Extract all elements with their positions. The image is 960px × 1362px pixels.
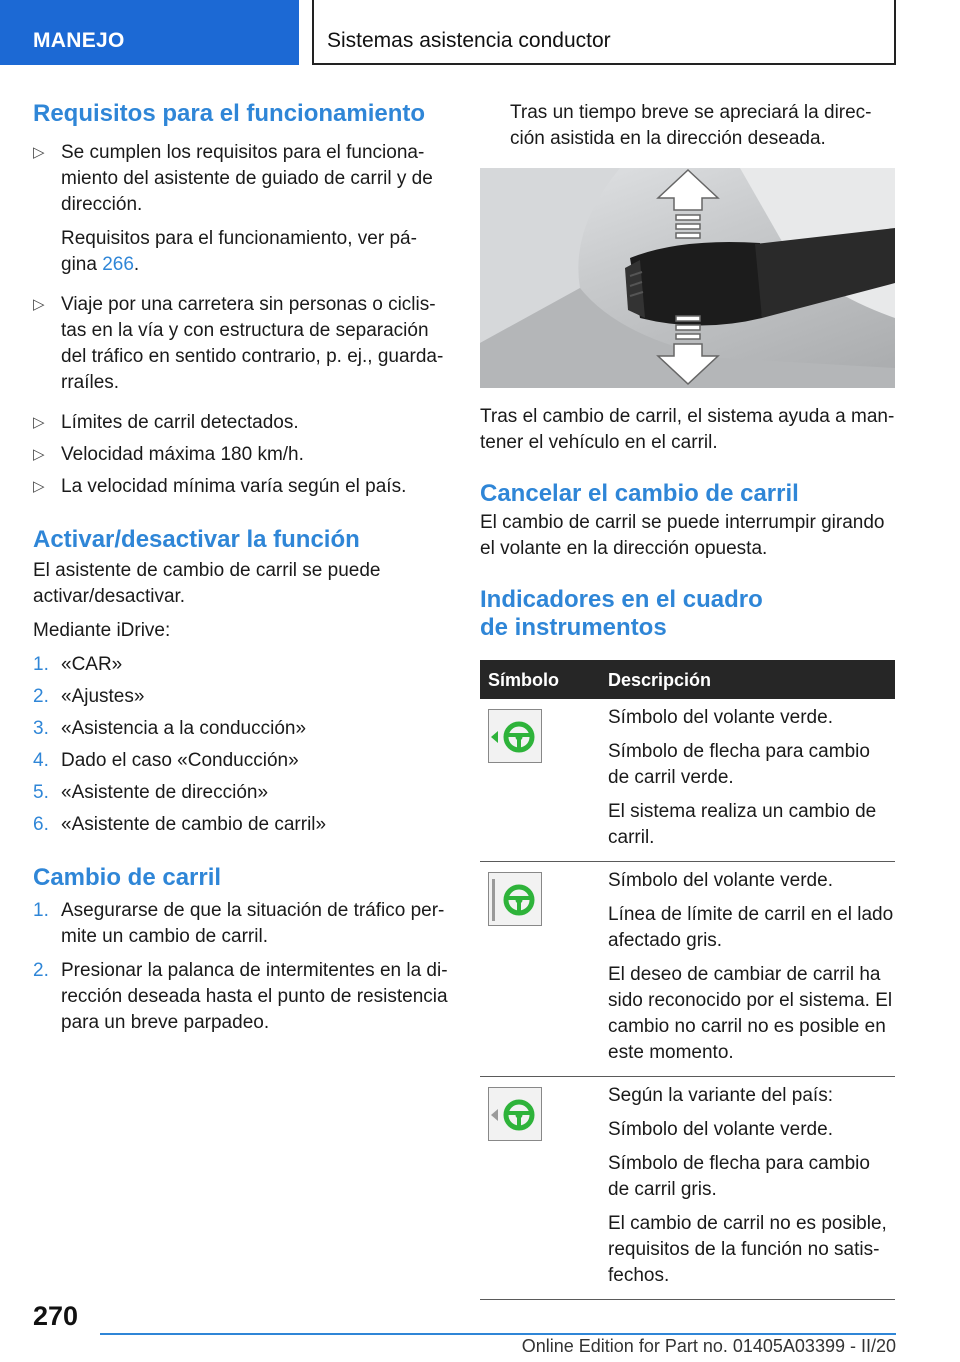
heading-requirements: Requisitos para el funcionamiento — [33, 100, 426, 127]
list-item: ▷ Se cumplen los requisitos para el funciona-miento del asistente de guiado de carril y de dirección. Requisitos para el funcionamiento, ver pá-gina 266. — [33, 140, 451, 278]
table-header-row — [480, 660, 895, 699]
heading-indicators: Indicadores en el cuadro de instrumentos — [480, 586, 763, 641]
footer-divider — [100, 1333, 896, 1335]
idrive-steps — [33, 652, 451, 838]
edition-text: Online Edition for Part no. 01405A03399 - II/20 — [521, 1336, 896, 1356]
table-row: Símbolo del volante verde. Símbolo de flecha para cambio de carril verde. El sistema realiza un cambio de carril. — [480, 699, 895, 862]
step-item: 4. Dado el caso «Conducción» — [33, 750, 299, 771]
lever-illustration — [480, 168, 895, 388]
table-row: Símbolo del volante verde. Línea de límite de carril en el lado afectado gris. El deseo de cambiar de carril ha sido reconocido por el sistema. El cambio no carril no es posible en este momento. — [480, 862, 895, 1077]
list-item: ▷ Viaje por una carretera sin personas o ciclis-tas en la vía y con estructura de separación del tráfico en sentido contrario, p. ej., guarda-rraíles. — [33, 292, 451, 396]
col-header-description: Descripción — [608, 660, 895, 699]
section-label: MANEJO — [33, 29, 125, 52]
step-item: 2. «Ajustes» — [33, 686, 145, 707]
chapter-tab — [312, 0, 896, 65]
col-header-symbol: Símbolo — [480, 660, 608, 699]
heading-cancel: Cancelar el cambio de carril — [480, 480, 799, 507]
after-photo-text: Tras el cambio de carril, el sistema ayuda a man-tener el vehículo en el carril. — [480, 406, 895, 453]
section-tab — [0, 0, 299, 65]
intro-text: Tras un tiempo breve se apreciará la direc-ción asistida en la dirección deseada. — [510, 102, 872, 149]
cancel-text: El cambio de carril se puede interrumpir girando el volante en la dirección opuesta. — [480, 512, 885, 559]
step-item: 2. Presionar la palanca de intermitentes en la di-rección deseada hasta el punto de resistencia para un breve parpadeo. — [33, 960, 448, 1033]
list-item: ▷ Velocidad máxima 180 km/h. — [33, 442, 451, 468]
idrive-text: Mediante iDrive: — [33, 620, 171, 641]
left-column — [33, 100, 451, 1036]
list-item: ▷ La velocidad mínima varía según el país. — [33, 474, 451, 500]
turn-signal-lever-photo — [480, 168, 895, 388]
heading-lane-change: Cambio de carril — [33, 864, 222, 891]
table-row: Según la variante del país: Símbolo del volante verde. Símbolo de flecha para cambio de carril gris. El cambio de carril no es posible, requisitos de la función no satis-fechos. — [480, 1077, 895, 1300]
steering-wheel-green-arrow-green-icon — [488, 709, 542, 763]
chapter-label: Sistemas asistencia conductor — [327, 29, 611, 52]
steering-wheel-green-lane-gray-icon — [488, 872, 542, 926]
list-item: ▷ Límites de carril detectados. — [33, 410, 451, 436]
lane-steps — [33, 898, 451, 1036]
step-item: 5. «Asistente de dirección» — [33, 782, 269, 803]
step-item: 6. «Asistente de cambio de carril» — [33, 814, 327, 835]
right-column — [480, 100, 895, 1300]
activate-text: El asistente de cambio de carril se puede activar/desactivar. — [33, 560, 381, 607]
step-item: 1. «CAR» — [33, 654, 123, 675]
indicator-table — [480, 660, 895, 1300]
step-item: 1. Asegurarse de que la situación de tráfico per-mite un cambio de carril. — [33, 900, 445, 947]
page-link[interactable]: 266 — [102, 254, 134, 275]
step-item: 3. «Asistencia a la conducción» — [33, 718, 307, 739]
steering-wheel-green-arrow-gray-icon — [488, 1087, 542, 1141]
page-number: 270 — [33, 1301, 79, 1331]
heading-activate: Activar/desactivar la función — [33, 526, 360, 553]
